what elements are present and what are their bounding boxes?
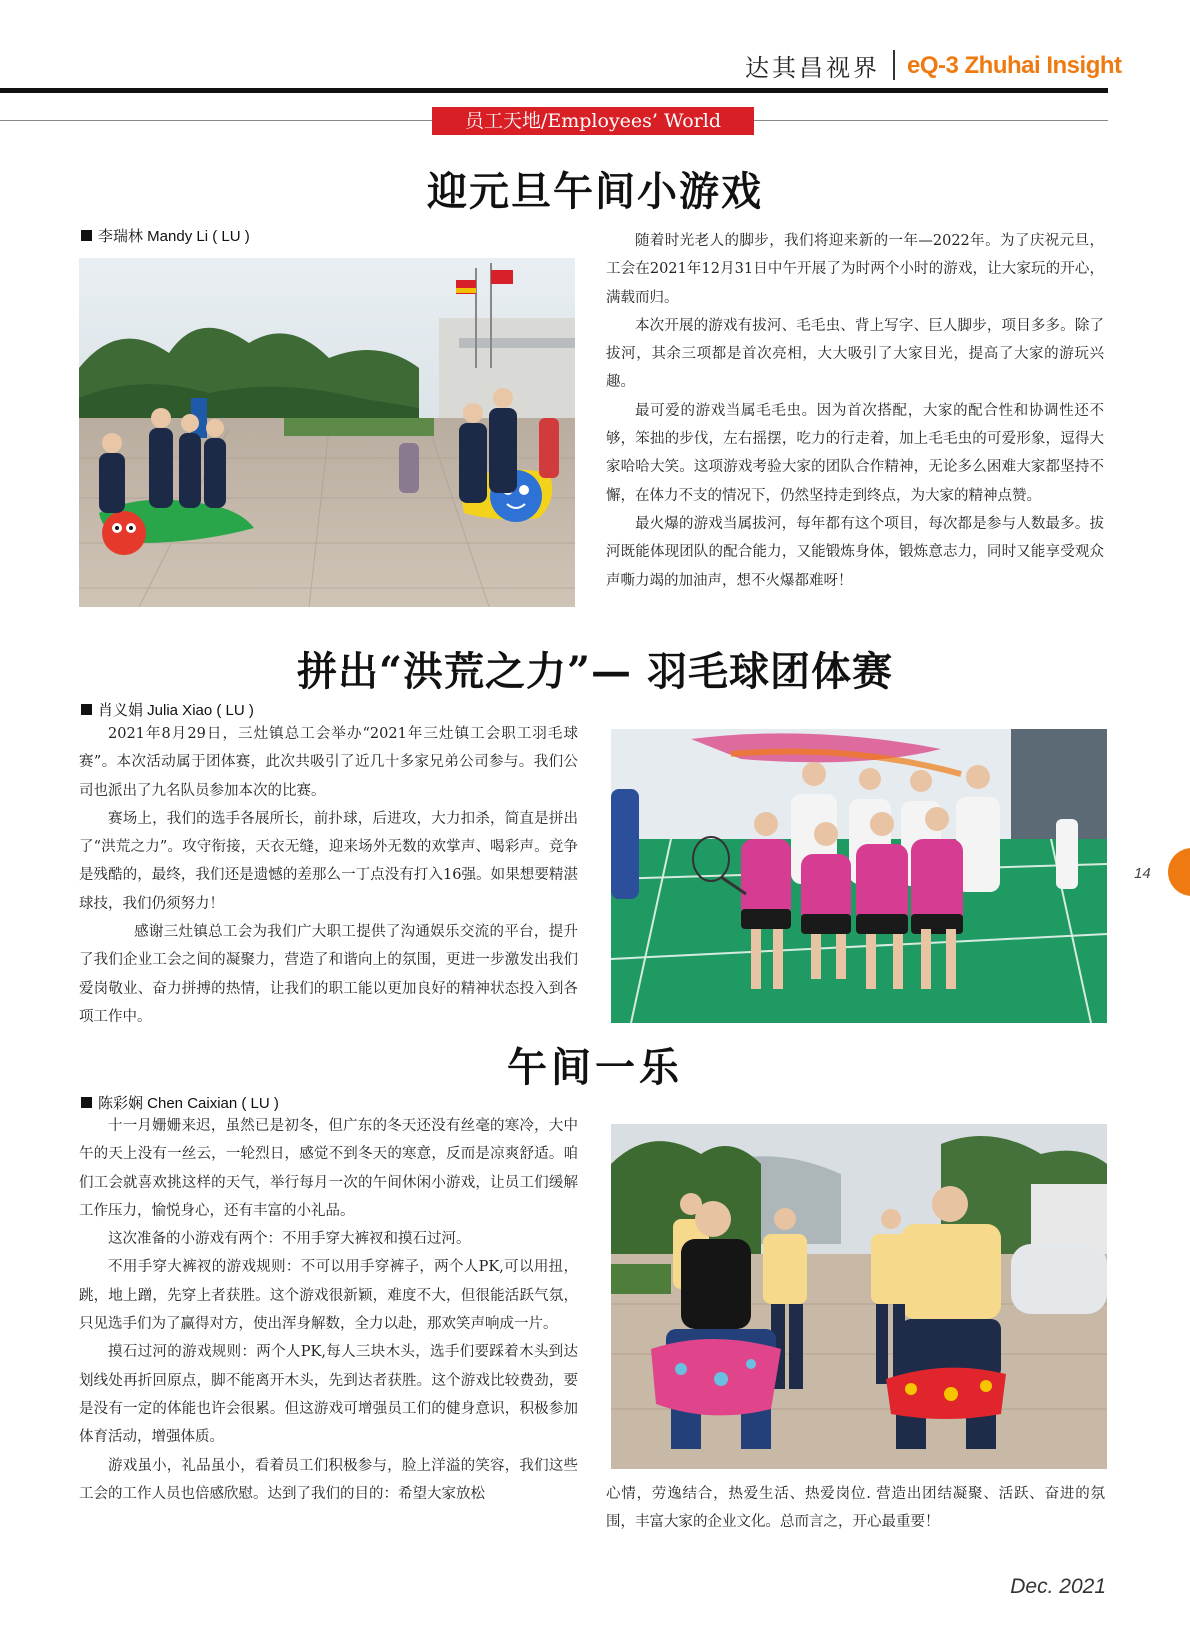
author-name: 陈彩娴 Chen Caixian ( LU ) <box>98 1095 279 1112</box>
article-3-author <box>81 1092 279 1113</box>
paragraph: 最火爆的游戏当属拔河，每年都有这个项目，每次都是参与人数最多。拔河既能体现团队的配合能力，又能锻炼身体，锻炼意志力，同时又能享受观众声嘶力竭的加油声，想不火爆都难呀！ <box>606 515 1104 589</box>
paragraph: 感谢三灶镇总工会为我们广大职工提供了沟通娱乐交流的平台，提升了我们企业工会之间的凝聚力，营造了和谐向上的氛围，更进一步激发出我们爱岗敬业、奋力拼搏的热情，让我们的职工能以更加良好的精神状态投入到各项工作中。 <box>79 924 578 1025</box>
article-3-body <box>79 1112 578 1508</box>
paragraph: 这次准备的小游戏有两个：不用手穿大裤衩和摸石过河。 <box>108 1231 471 1248</box>
photo-badminton-team <box>611 729 1107 1023</box>
article-3-body-continued <box>606 1480 1105 1537</box>
article-1-author <box>81 225 250 246</box>
paragraph: 本次开展的游戏有拔河、毛毛虫、背上写字、巨人脚步，项目多多。除了拔河，其余三项都是首次亮相，大大吸引了大家目光，提高了大家的游玩兴趣。 <box>606 317 1104 391</box>
article-3-title: 午间一乐 <box>507 1044 683 1091</box>
photo-caterpillar-game <box>79 258 575 607</box>
article-2-title: 拼出“洪荒之力”— 羽毛球团体赛 <box>297 648 893 695</box>
page-number: 14 <box>1134 865 1151 882</box>
page-edge-tab <box>1168 848 1190 896</box>
magazine-title-cn: 达其昌视界 <box>745 54 880 82</box>
paragraph: 随着时光老人的脚步，我们将迎来新的一年—2022年。为了庆祝元旦，工会在2021年12月31日中午开展了为时两个小时的游戏，让大家玩的开心，满载而归。 <box>606 233 1104 306</box>
badminton-team-image <box>611 729 1107 1023</box>
bullet-square-icon <box>81 1097 92 1108</box>
article-1-title: 迎元旦午间小游戏 <box>427 168 763 215</box>
article-2-author <box>81 699 254 720</box>
paragraph: 十一月姗姗来迟，虽然已是初冬，但广东的冬天还没有丝毫的寒冷，大中午的天上没有一丝云，一轮烈日，感觉不到冬天的寒意，反而是凉爽舒适。咱们工会就喜欢挑这样的天气，举行每月一次的午间休闲小游戏，让员工们缓解工作压力，愉悦身心，还有丰富的小礼品。 <box>79 1118 578 1219</box>
issue-date: Dec. 2021 <box>1010 1575 1106 1598</box>
pants-game-image <box>611 1124 1107 1469</box>
article-2-body <box>79 720 578 1031</box>
header-rule <box>0 88 1108 93</box>
paragraph: 心情，劳逸结合，热爱生活、热爱岗位. 营造出团结凝聚、活跃、奋进的氛围，丰富大家的企业文化。总而言之，开心最重要！ <box>606 1486 1105 1531</box>
section-tab: 员工天地/Employees’ World <box>432 107 754 135</box>
paragraph: 赛场上，我们的选手各展所长，前扑球，后进攻，大力扣杀，简直是拼出了“洪荒之力”。攻守衔接，天衣无缝，迎来场外无数的欢掌声、喝彩声。竞争是残酷的，最终，我们还是遗憾的差那么一丁点没有打入16强。如果想要精湛球技，我们仍须努力！ <box>79 810 578 912</box>
paragraph: 不用手穿大裤衩的游戏规则：不可以用手穿裤子，两个人PK,可以用扭，跳，地上蹭，先穿上者获胜。这个游戏很新颖，难度不大，但很能活跃气氛，只见选手们为了赢得对方，使出浑身解数，全力以赴，那欢笑声响成一片。 <box>79 1259 578 1333</box>
magazine-title-en: eQ-3 Zhuhai Insight <box>907 52 1122 79</box>
paragraph: 2021年8月29日，三灶镇总工会举办“2021年三灶镇工会职工羽毛球赛”。本次活动属于团体赛，此次共吸引了近几十多家兄弟公司参与。我们公司也派出了九名队员参加本次的比赛。 <box>79 726 578 799</box>
header-divider <box>893 50 895 80</box>
bullet-square-icon <box>81 704 92 715</box>
paragraph: 最可爱的游戏当属毛毛虫。因为首次搭配，大家的配合性和协调性还不够，笨拙的步伐，左右摇摆，吃力的行走着，加上毛毛虫的可爱形象，逗得大家哈哈大笑。这项游戏考验大家的团队合作精神，无论多么困难大家都坚持不懈，在体力不支的情况下，仍然坚持走到终点，为大家的精神点赞。 <box>606 402 1104 504</box>
author-name: 李瑞林 Mandy Li ( LU ) <box>98 228 250 245</box>
paragraph: 游戏虽小，礼品虽小，看着员工们积极参与，脸上洋溢的笑容，我们这些工会的工作人员也倍感欣慰。达到了我们的目的：希望大家放松 <box>79 1457 578 1502</box>
bullet-square-icon <box>81 230 92 241</box>
photo-pants-game <box>611 1124 1107 1469</box>
caterpillar-game-image <box>79 258 575 607</box>
paragraph: 摸石过河的游戏规则：两个人PK,每人三块木头，选手们要踩着木头到达划线处再折回原点，脚不能离开木头，先到达者获胜。这个游戏比较费劲，要是没有一定的体能也许会很累。但这游戏可增强员工们的健身意识，积极参加体育活动，增强体质。 <box>79 1344 578 1446</box>
article-1-body <box>606 227 1104 595</box>
author-name: 肖义娟 Julia Xiao ( LU ) <box>98 702 254 719</box>
